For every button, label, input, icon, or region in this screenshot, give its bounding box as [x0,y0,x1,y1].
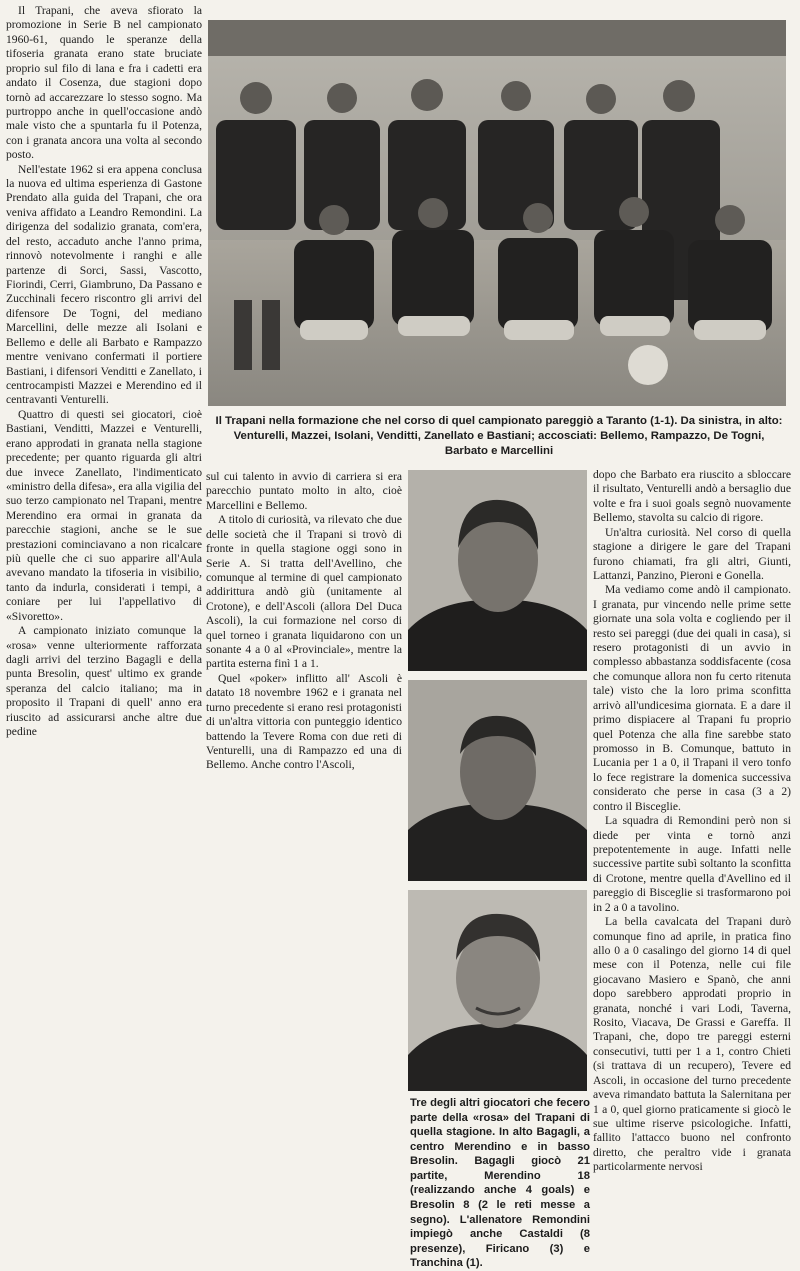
ball [628,345,668,385]
team-photo [208,20,786,406]
article-column-1 [6,4,202,740]
article-column-3 [593,468,791,1175]
team-photo-caption: Il Trapani nella formazione che nel corso di quel campionato pareggiò a Taranto (1-1). Da sinistra, in alto: Venturelli, Mazzei, Isolani, Venditti, Zanellato e Bastiani; accosciati: Bellemo, Rampazzo, De Togni, Barbato e Marcellini [215,415,783,457]
article-column-2 [206,470,402,773]
paragraph: dopo che Barbato era riuscito a sbloccare il risultato, Venturelli andò a bersaglio due volte e fra i suoi goals segnò nuovamente Bellemo, stavolta su calcio di rigore. [593,468,791,525]
paragraph: Quattro di questi sei giocatori, cioè Bastiani, Venditti, Mazzei e Venturelli, erano approdati in granata nella stagione precedente; per quanto riguarda gli altri due invece Zanellato, l'indimenticato «ministro della difesa», era alla vigilia del suo terzo campionato nel Trapani, mentre Merendino era ormai in granata da parecchie stagioni, anche se le sue prestazioni cominciavano a non ricalcare più quelle che ci suo apparire all'Aula avevano mandato la tifoseria in visibilio, tanto da indurla, considerati i tempi, a coniare per lui l'appellativo di «Sivoretto». [6,407,202,623]
paragraph: sul cui talento in avvio di carriera si era parecchio puntato molto in alto, cioè Marcellini e Bellemo. [206,470,402,512]
paragraph: A campionato iniziato comunque la «rosa» venne ulteriormente rafforzata dagli arrivi del terzino Bagagli e della punta Bresolin, quest' ultimo ex grande speranza del calcio italiano; ma in proposito il Trapani di quell' anno era riuscito ad assicurarsi anche altre due pedine [6,624,202,739]
paragraph: Nell'estate 1962 si era appena conclusa la nuova ed ultima esperienza di Gastone Prendato alla guida del Trapani, che ora veniva affidato a Leandro Remondini. La dirigenza del sodalizio granata, com'era, del resto, accaduto anche l'anno prima, rinnovò notevolmente i ranghi e alle partenze di Sorci, Sassi, Vascotto, Fiorindi, Cerri, Giambruno, Da Passano e Zucchinali fecero riscontro gli arrivi del difensore De Togni, del mediano Marcellini, delle mezze ali Isolani e Bellemo e delle ali Barbato e Rampazzo mentre venivano confermati il portiere Bastiani, i difensori Venditti e Zanellato, i centrocampisti Mazzei e Merendino ed il centravanti Venturelli. [6,162,202,407]
portraits-caption: Tre degli altri giocatori che fecero parte della «rosa» del Trapani di quella stagione. In alto Bagagli, a centro Merendino e in basso Bresolin. Bagagli giocò 21 partite, Merendino 18 (realizzando anche 4 goals) e Bresolin 8 (2 le reti messe a segno). L'allenatore Remondini impiegò anche Castaldi (8 presenze), Firicano (3) e Tranchina (1). [410,1097,590,1270]
portrait-bresolin [408,890,587,1091]
portrait-merendino [408,680,587,881]
paragraph: Il Trapani, che aveva sfiorato la promozione in Serie B nel campionato 1960-61, quando le speranze della tifoseria granata erano state bruciate proprio sul filo di lana e fra i cadetti era andato il Cosenza, due stagioni dopo tornò ad accarezzare lo stesso sogno. Ma purtroppo anche in quell'occasione andò male visto che a spuntarla fu il Potenza, con i granata ancora una volta al secondo posto. [6,4,202,162]
paragraph: Quel «poker» inflitto all' Ascoli è datato 18 novembre 1962 e i granata nel turno precedente si erano resi protagonisti di un'altra vittoria con punteggio identico battendo la Tevere Roma con due reti di Venturelli, una di Rampazzo ed una di Bellemo. Anche contro l'Ascoli, [206,671,402,772]
paragraph: La bella cavalcata del Trapani durò comunque fino ad aprile, in pratica fino allo 0 a 0 casalingo del giorno 14 di quel mese con il Potenza, nelle cui file giocavano Masiero e Spanò, che anni dopo sarebbero approdati proprio in granata, nonché i vari Lodi, Taverna, Rosito, Viacava, De Grassi e Gareffa. Il Trapani, che, dopo tre pareggi esterni consecutivi, tutti per 1 a 1, contro Chieti (si trattava di un recupero), Tevere ed Ascoli, in occasione del turno precedente aveva rimandato battuta la Salernitana per 1 a 0, quel giorno praticamente si giocò le sue ultime riserve psicologiche. Infatti, fallito l'attacco buono nel confronto diretto, che peraltro vide i granata particolarmente nervosi [593,915,791,1174]
paragraph: A titolo di curiosità, va rilevato che due delle società che il Trapani si trovò di fronte in quella stagione oggi sono in Serie A. Si tratta dell'Avellino, che comunque al termine di quel campionato addirittura andò giù (unitamente al Crotone), e dell'Ascoli (allora Del Duca Ascoli), la cui formazione nel corso di quel torneo i granata liquidarono con un sonante 4 a 0 al «Provinciale», mentre la partita esterna finì 1 a 1. [206,513,402,671]
portrait-bagagli [408,470,587,671]
paragraph: Ma vediamo come andò il campionato. I granata, pur vincendo nelle prime sette giornate una sola volta e cogliendo per il resto sei pareggi (due dei quali in casa), si resero protagonisti di un avvio in complesso abbastanza soddisfacente (cosa che comunque allora non fu certo ritenuta tale) visto che la loro prima sconfitta arrivò all'undicesima giornata. E a dare il primo dispiacere al Trapani fu proprio quel Potenza che alla fine sarebbe stato promosso in B. Comunque, battuto in Lucania per 1 a 0, il Trapani il vero tonfo lo fece registrare la domenica successiva considerato che perse in casa (3 a 2) contro il Bisceglie. [593,583,791,813]
paragraph: Un'altra curiosità. Nel corso di quella stagione a dirigere le gare del Trapani furono chiamati, fra gli altri, Giunti, Lattanzi, Panzino, Pieroni e Gonella. [593,525,791,582]
paragraph: La squadra di Remondini però non si diede per vinta e tornò anzi prepotentemente in auge. Infatti nelle successive partite subì soltanto la sconfitta di Crotone, mentre quella d'Avellino ed il pareggio di Bisceglie si trasformarono poi in 2 a 0 a tavolino. [593,814,791,914]
